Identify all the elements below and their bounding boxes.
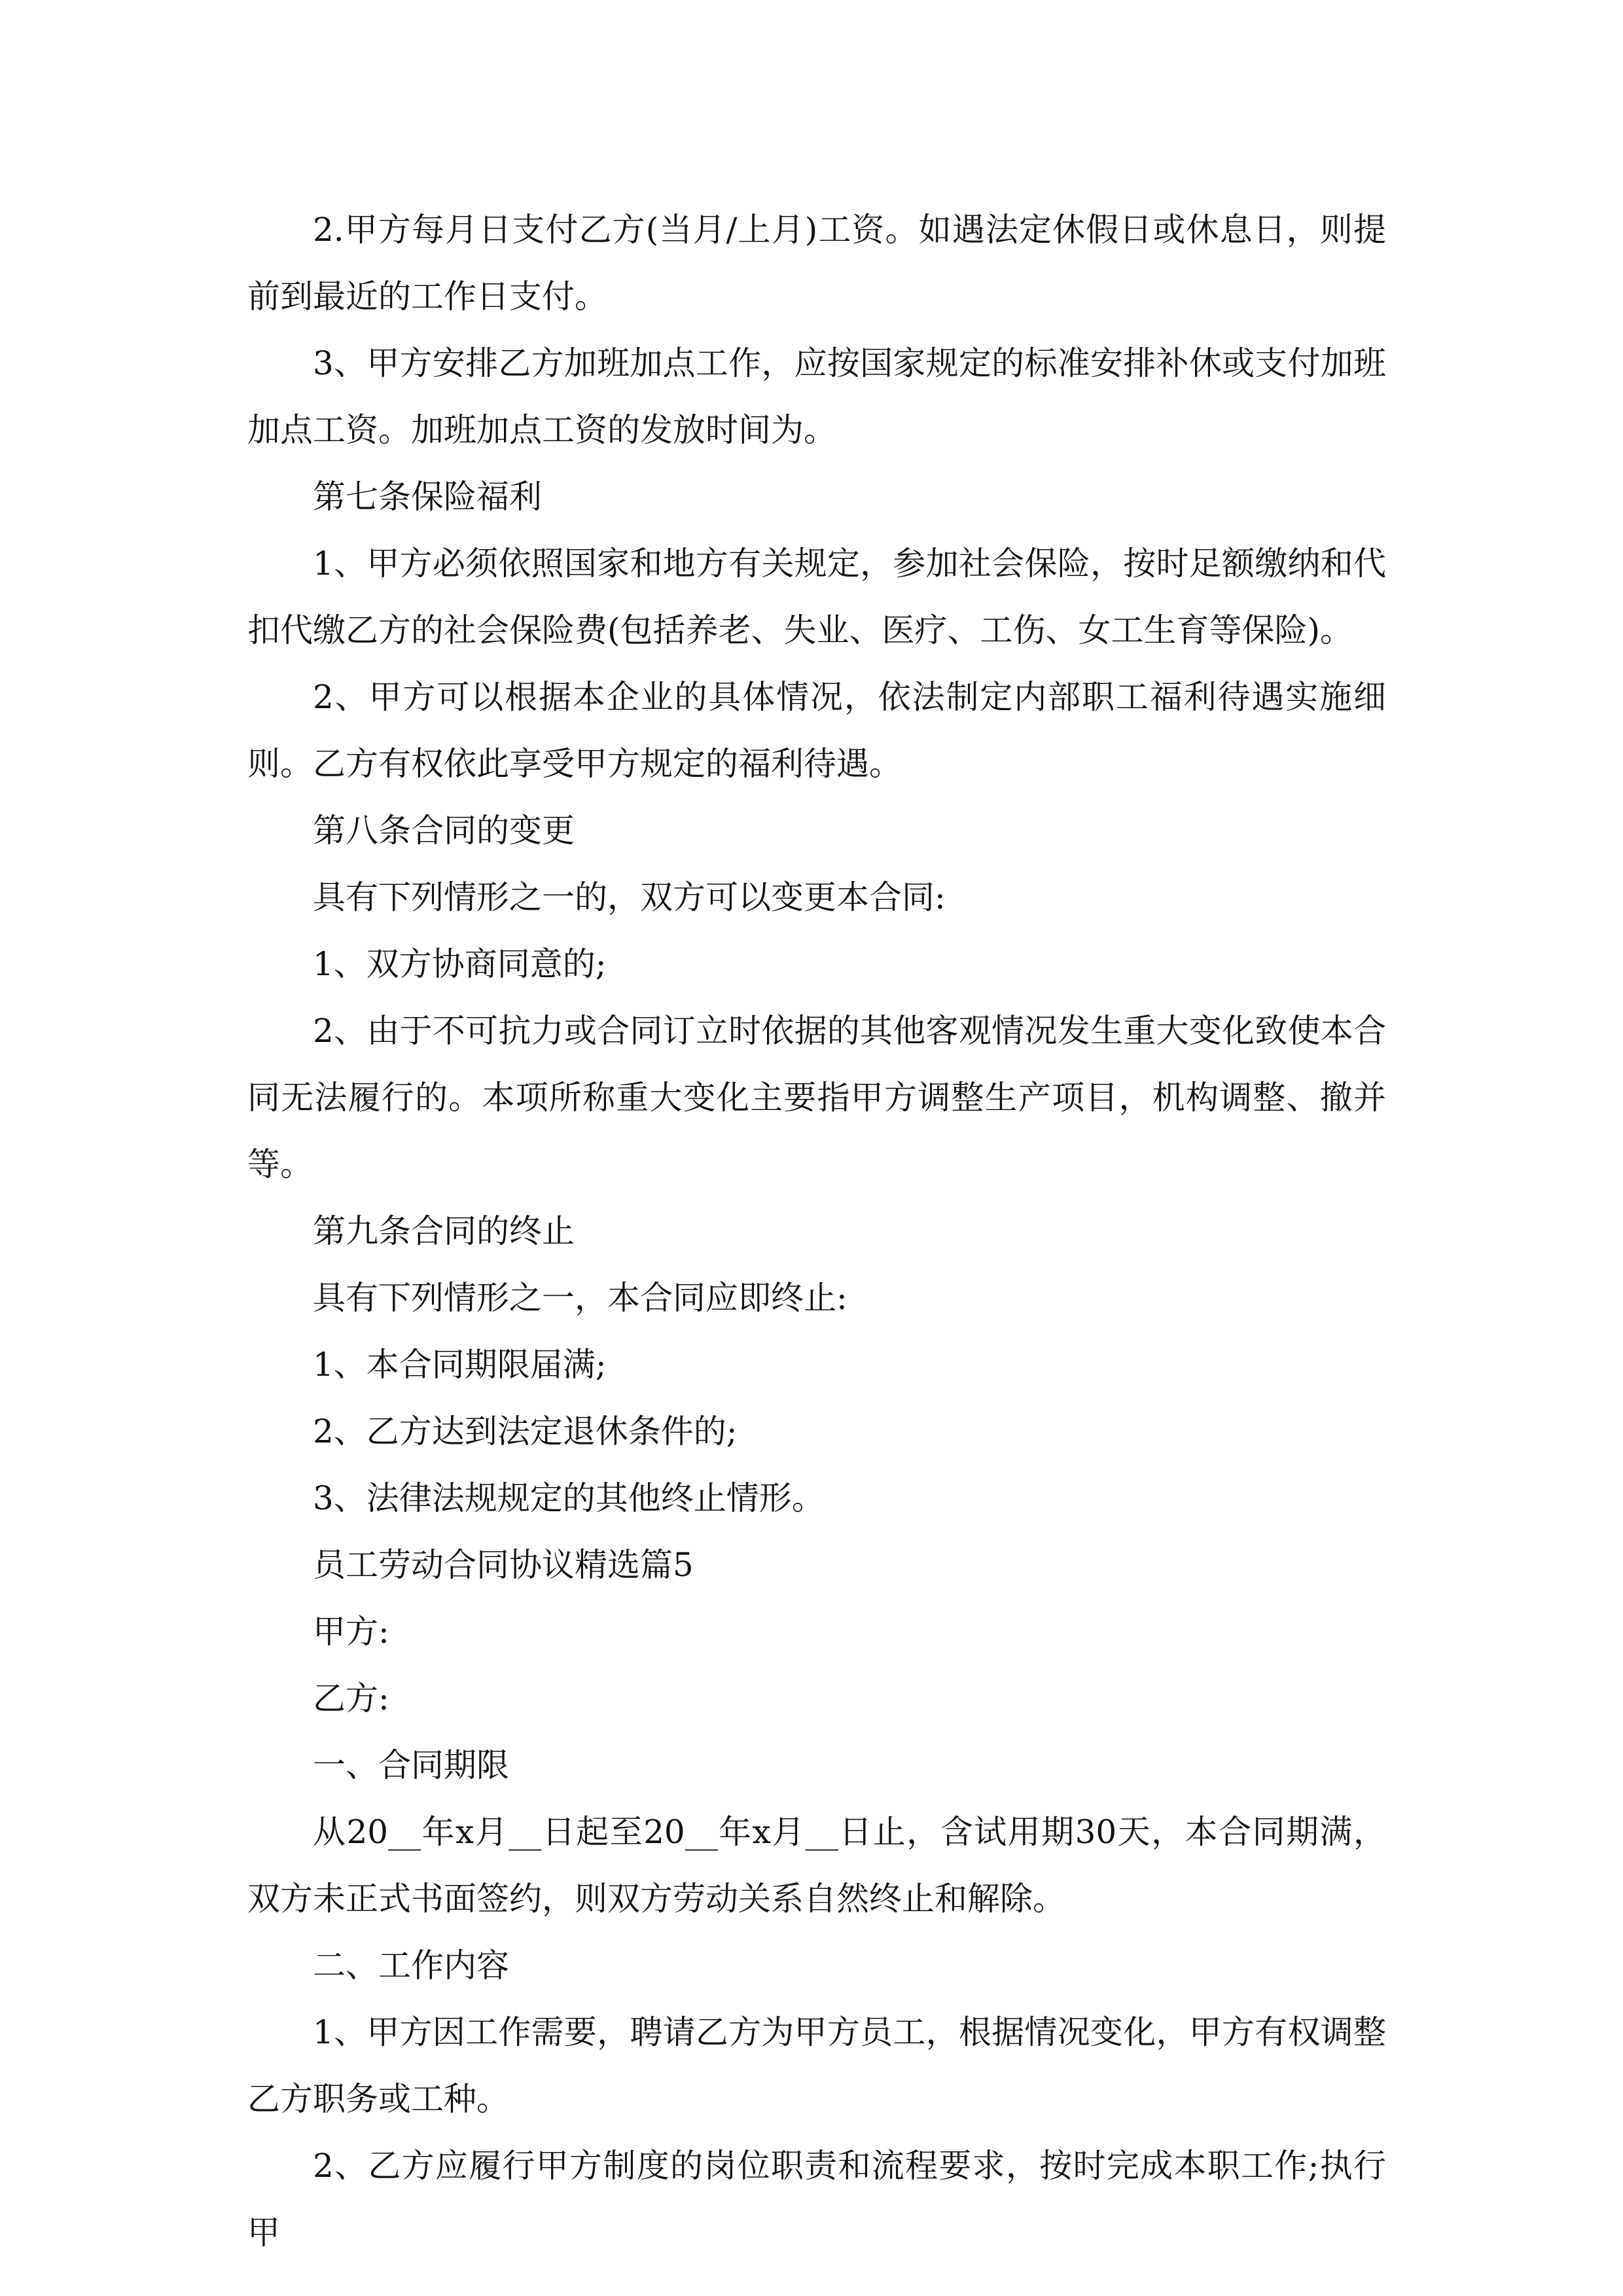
list-item: 1、双方协商同意的;	[313, 945, 607, 983]
section-heading: 一、合同期限	[313, 1746, 509, 1784]
section-heading: 二、工作内容	[313, 1946, 509, 1984]
list-item: 2、乙方达到法定退休条件的;	[313, 1412, 738, 1450]
paragraph: 1、甲方必须依照国家和地方有关规定，参加社会保险，按时足额缴纳和代扣代缴乙方的社会保险费(包括养老、失业、医疗、工伤、女工生育等保险)。	[247, 545, 1386, 649]
paragraph: 从20__年x月__日起至20__年x月__日止，含试用期30天，本合同期满，双方未正式书面签约，则双方劳动关系自然终止和解除。	[247, 1813, 1386, 1918]
list-item: 1、甲方因工作需要，聘请乙方为甲方员工，根据情况变化，甲方有权调整乙方职务或工种。	[247, 2013, 1386, 2118]
paragraph: 具有下列情形之一的，双方可以变更本合同:	[313, 878, 946, 916]
document-title: 员工劳动合同协议精选篇5	[313, 1546, 694, 1584]
party-b-field: 乙方:	[313, 1679, 389, 1717]
paragraph: 3、甲方安排乙方加班加点工作，应按国家规定的标准安排补休或支付加班加点工资。加班加点工资的发放时间为。	[247, 344, 1386, 449]
list-item: 2、由于不可抗力或合同订立时依据的其他客观情况发生重大变化致使本合同无法履行的。本项所称重大变化主要指甲方调整生产项目，机构调整、撤并等。	[247, 1012, 1386, 1183]
party-a-field: 甲方:	[313, 1613, 389, 1651]
list-item: 3、法律法规规定的其他终止情形。	[313, 1479, 825, 1517]
paragraph: 具有下列情形之一，本合同应即终止:	[313, 1279, 847, 1317]
list-item: 2、乙方应履行甲方制度的岗位职责和流程要求，按时完成本职工作;执行甲	[247, 2147, 1386, 2251]
section-heading: 第七条保险福利	[313, 478, 542, 516]
section-heading: 第九条合同的终止	[313, 1212, 575, 1250]
document-body	[247, 196, 1386, 2266]
section-heading: 第八条合同的变更	[313, 812, 575, 850]
list-item: 1、本合同期限届满;	[313, 1346, 607, 1384]
paragraph: 2、甲方可以根据本企业的具体情况，依法制定内部职工福利待遇实施细则。乙方有权依此享受甲方规定的福利待遇。	[247, 678, 1386, 783]
paragraph: 2.甲方每月日支付乙方(当月/上月)工资。如遇法定休假日或休息日，则提前到最近的工作日支付。	[247, 211, 1386, 315]
